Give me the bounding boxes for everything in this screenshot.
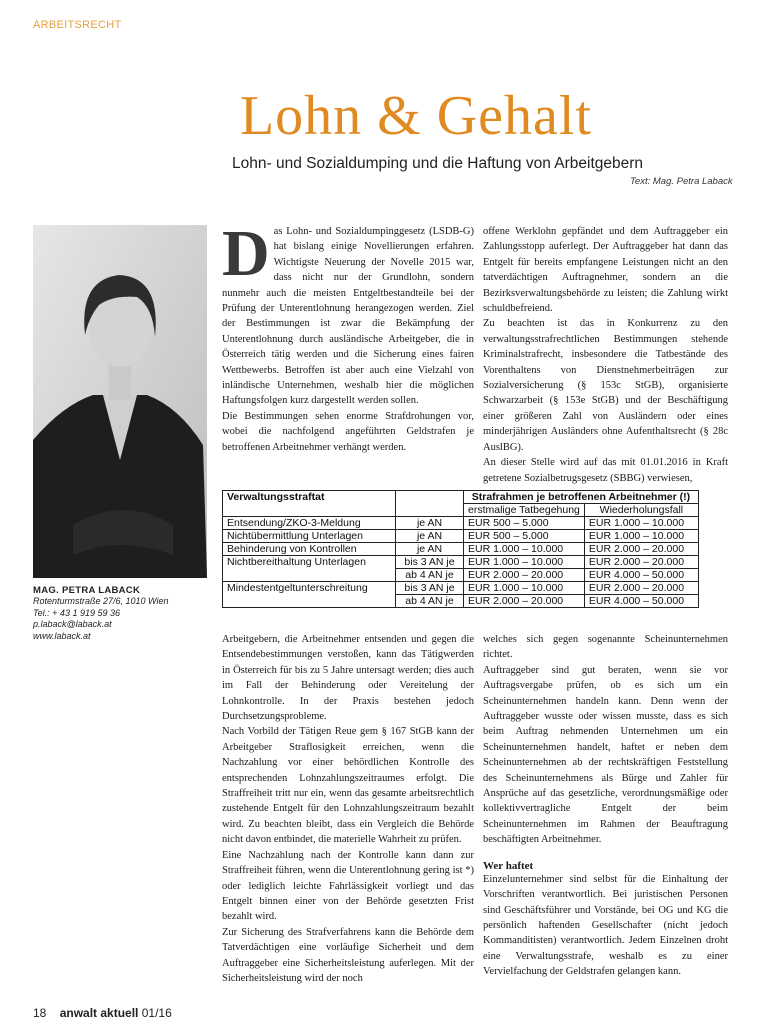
table-row: Entsendung/ZKO-3-Meldung je AN EUR 500 – 5.000 EUR 1.000 – 10.000 xyxy=(223,517,699,530)
author-address: Rotenturmstraße 27/6, 1010 Wien xyxy=(33,596,169,606)
article-column-3 xyxy=(222,632,474,986)
issue-number: 01/16 xyxy=(141,1006,172,1020)
table-row: ab 4 AN je EUR 2.000 – 20.000 EUR 4.000 – 50.000 xyxy=(223,569,699,582)
page-footer xyxy=(33,1006,172,1020)
table-row: Nichtbereithaltung Unterlagen bis 3 AN je EUR 1.000 – 10.000 EUR 2.000 – 20.000 xyxy=(223,556,699,569)
section-label: ARBEITSRECHT xyxy=(33,19,122,31)
page-number: 18 xyxy=(33,1006,47,1020)
paragraph: Nach Vorbild der Tätigen Reue gem § 167 StGB kann der Arbeitgeber Straflosigkeit erreichen, wenn die Nachzahlung vor einer behördlichen Kontrolle des entsprechenden Lohnzahlungszeitraumes erfolgt. Die Straffreiheit tritt nur ein, wenn das gesamte arbeitsrechtlich zustehende Entgelt für den Lohnzahlungszeitraum bezahlt wird. Zu beachten bleibt, dass ein Vergleich die Behörde nicht davon entbindet, die materielle Wahrheit zu prüfen. xyxy=(222,726,474,846)
author-email[interactable]: p.laback@laback.at xyxy=(33,619,112,629)
article-subtitle: Lohn- und Sozialdumping und die Haftung von Arbeitgebern xyxy=(232,155,644,172)
author-photo xyxy=(33,225,207,578)
drop-cap: D xyxy=(222,217,270,290)
table-row: Mindestentgeltunterschreitung bis 3 AN je EUR 1.000 – 10.000 EUR 2.000 – 20.000 xyxy=(223,582,699,595)
paragraph: An dieser Stelle wird auf das mit 01.01.2016 in Kraft getretene Sozialbetrugsgesetz (SBBG) verwiesen, xyxy=(483,457,728,484)
table-subheader-row xyxy=(223,504,699,517)
paragraph: Das Lohn- und Sozialdumpinggesetz (LSDB-G) hat bislang einige Novellierungen erfahren. Wichtigste Neuerung der Novelle 2015 war, dass nicht nur der Grundlohn, sondern nunmehr auch die meisten Entgeltbestandteile bei der Prüfung der Unterentlohnung herangezogen werden. Ziel der Bestimmungen ist zwar die Bekämpfung der Unterentlohnung durch ausländische Arbeitgeber, die in Österreich tätig werden und die Sicherung eines fairen Wettbewerbs. Betroffen ist aber auch eine Vielzahl von inländische Unternehmen, weshalb hier die möglichen Haftungsfolgen kurz dargestellt werden sollen. xyxy=(222,217,474,407)
author-phone: Tel.: + 43 1 919 59 36 xyxy=(33,607,120,618)
paragraph: Einzelunternehmer sind selbst für die Einhaltung der Vorschriften verantwortlich. Bei juristischen Personen sind Geschäftsführer und Vorstände, bei OG und KG die persönlich haftenden Gesellschafter (nicht jedoch Kommanditisten) verantwortlich. Jedem Einzelnen droht eine Verwaltungsstrafe, weshalb es zu einer Vervielfachung der Geldstrafen gelangen kann. xyxy=(483,873,728,978)
table-header-row xyxy=(223,491,699,504)
article-column-2 xyxy=(483,224,728,486)
paragraph: Eine Nachzahlung nach der Kontrolle kann dann zur Straffreiheit führen, wenn die Unterentlohnung gering ist *) oder lediglich leichte Fahrlässigkeit vorliegt und das Entgelt binnen einer von der Behörde gesetzten Frist bezahlt wird. xyxy=(222,849,474,923)
paragraph: Zur Sicherung des Strafverfahrens kann die Behörde dem Tatverdächtigen eine vorläufige Sicherheit und dem Auftraggeber eine Sicherheitsleistung auferlegen. Mit der Sicherheitsleistung wird der noch xyxy=(222,926,474,984)
author-portrait-image xyxy=(33,225,207,578)
author-name: MAG. PETRA LABACK xyxy=(33,585,141,596)
paragraph: Arbeitgebern, die Arbeitnehmer entsenden und gegen die Entsendebestimmungen verstoßen, kann das Tätigwerden in Österreich für bis zu 5 Jahre untersagt werden; dies auch im Fall der Behinderung oder Vereitelung der Lohnkontrolle. In der Praxis bestehen jedoch Durchsetzungsprobleme. xyxy=(222,634,474,723)
table-header-offense: Verwaltungsstraftat xyxy=(223,491,396,504)
byline: Text: Mag. Petra Laback xyxy=(630,176,733,187)
paragraph: Auftraggeber sind gut beraten, wenn sie vor Auftragsvergabe prüfen, ob es sich um ein Scheinunternehmen handeln kann. Denn wenn der Auftraggeber wusste oder wissen musste, dass es sich beim Auftrag nehmenden Unternehmen um ein Scheinunternehmen handelt, haftet er neben dem Scheinunternehmen ab der rechtskräftigen Feststellung des Scheinunternehmens als Bürge und Zahler für Ansprüche auf das gesetzliche, verordnungsmäßige oder kollektivvertragliche Entgelt der beim Scheinunternehmen im Rahmen der Beauftragung beschäftigten Arbeitnehmer. xyxy=(483,664,728,846)
table-header-penalty: Strafrahmen je betroffenen Arbeitnehmer (!) xyxy=(464,491,699,504)
table-row: ab 4 AN je EUR 2.000 – 20.000 EUR 4.000 – 50.000 xyxy=(223,595,699,608)
author-website[interactable]: www.laback.at xyxy=(33,630,91,641)
paragraph: welches sich gegen sogenannte Scheinunternehmen richtet. xyxy=(483,634,728,661)
table-row: Nichtübermittlung Unterlagen je AN EUR 500 – 5.000 EUR 1.000 – 10.000 xyxy=(223,530,699,543)
article-column-4 xyxy=(483,632,728,980)
penalty-table xyxy=(222,490,699,608)
author-card xyxy=(33,585,169,642)
paragraph: Zu beachten ist das in Konkurrenz zu den verwaltungsstrafrechtlichen Bestimmungen stehende Kriminalstrafrecht, insbesondere die Tatbestände des Vorenthaltens von Dienstnehmerbeiträgen zur Sozialversicherung (§ 153c StGB), organisierte Schwarzarbeit (§ 153e StGB) und der Beschäftigung einer größeren Zahl von Ausländern oder eines minderjährigen Ausländers ohne Aufenthaltsrecht (§ 28c AuslBG). xyxy=(483,318,728,453)
table-subheader-first: erstmalige Tatbegehung xyxy=(464,504,585,517)
article-column-1 xyxy=(222,217,474,455)
paragraph: offene Werklohn gepfändet und dem Auftraggeber ein Zahlungsstopp auferlegt. Der Auftraggeber hat dann das Entgelt für bereits empfangene Leistungen nicht an den tatverdächtigen Auftragnehmer, sondern an die Bezirksverwaltungsbehörde zu leisten; die Zahlung wirkt schuldbefreiend. xyxy=(483,226,728,315)
paragraph: Die Bestimmungen sehen enorme Strafdrohungen vor, wobei die nachfolgend angeführten Geldstrafen je betroffenen Arbeitnehmer verhängt werden. xyxy=(222,410,474,453)
article-title: Lohn & Gehalt xyxy=(239,85,593,147)
table-subheader-repeat: Wiederholungsfall xyxy=(584,504,698,517)
table-row: Behinderung von Kontrollen je AN EUR 1.000 – 10.000 EUR 2.000 – 20.000 xyxy=(223,543,699,556)
magazine-name: anwalt aktuell xyxy=(59,1006,139,1020)
section-subheading: Wer haftet xyxy=(483,859,534,872)
